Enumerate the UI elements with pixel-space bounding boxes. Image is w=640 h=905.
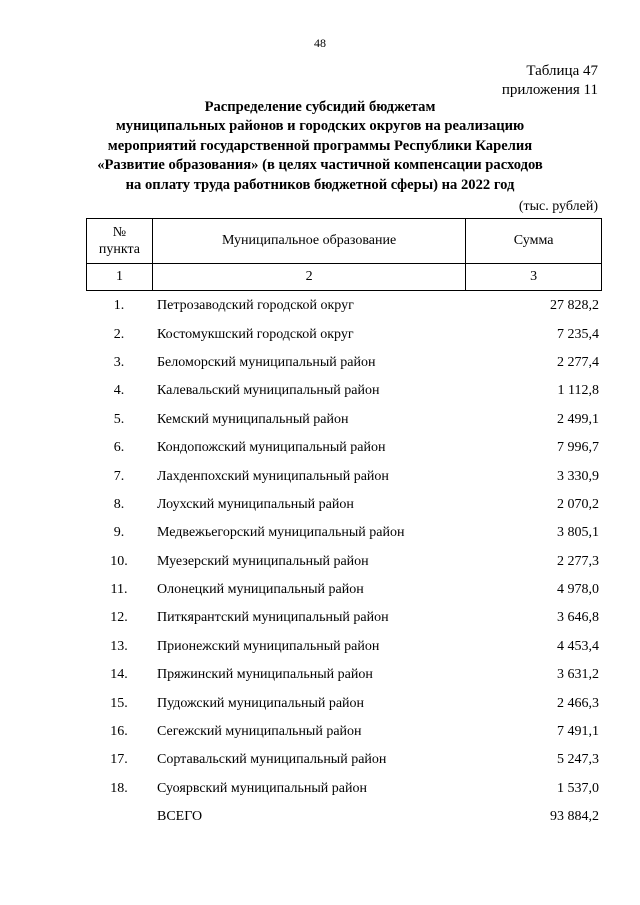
header-number-word: пункта: [98, 242, 141, 257]
row-municipality: Костомукшский городской округ: [157, 326, 354, 342]
table-row: [86, 519, 602, 547]
row-number: 7.: [113, 468, 125, 484]
row-number: 8.: [113, 496, 125, 512]
table-header: [86, 218, 602, 291]
table-body: [86, 292, 602, 831]
row-sum: 2 499,1: [557, 411, 599, 427]
header-index-3: 3: [466, 264, 602, 291]
table-row: [86, 491, 602, 519]
row-municipality: Прионежский муниципальный район: [157, 638, 380, 654]
row-number: 12.: [110, 610, 128, 626]
row-number: 5.: [113, 411, 125, 427]
row-municipality: Олонецкий муниципальный район: [157, 582, 364, 598]
row-number: 1.: [113, 298, 125, 314]
row-municipality: Петрозаводский городской округ: [157, 298, 354, 314]
header-number-symbol: №: [112, 225, 127, 240]
row-sum: 7 235,4: [557, 326, 599, 342]
table-row: [86, 377, 602, 405]
table-row: [86, 775, 602, 803]
total-row: [86, 803, 602, 831]
row-number: 11.: [110, 582, 128, 598]
row-municipality: Лахденпохский муниципальный район: [157, 468, 389, 484]
document-title: [60, 98, 580, 195]
table-row: [86, 604, 602, 632]
header-index-1: 1: [87, 264, 153, 291]
table-row: [86, 576, 602, 604]
row-number: 2.: [113, 326, 125, 342]
row-sum: 27 828,2: [550, 298, 599, 314]
row-sum: 3 646,8: [557, 610, 599, 626]
table-row: [86, 292, 602, 320]
units-label: (тыс. рублей): [518, 199, 598, 214]
title-line: мероприятий государственной программы Республики Карелия: [107, 137, 533, 154]
row-number: 4.: [113, 383, 125, 399]
table-row: [86, 462, 602, 490]
row-number: 13.: [110, 638, 128, 654]
row-sum: 3 805,1: [557, 525, 599, 541]
table-row: [86, 661, 602, 689]
row-number: 6.: [113, 440, 125, 456]
row-number: 17.: [110, 752, 128, 768]
row-sum: 7 491,1: [557, 724, 599, 740]
row-number: 3.: [113, 354, 125, 370]
row-sum: 4 453,4: [557, 638, 599, 654]
row-number: 16.: [110, 724, 128, 740]
row-number: 10.: [110, 553, 128, 569]
row-sum: 1 112,8: [557, 383, 599, 399]
row-number: 18.: [110, 780, 128, 796]
title-line: муниципальных районов и городских округов на реализацию: [115, 118, 525, 135]
row-sum: 4 978,0: [557, 582, 599, 598]
row-sum: 2 277,3: [557, 553, 599, 569]
table-reference: [502, 62, 598, 100]
total-sum: 93 884,2: [550, 809, 599, 825]
row-sum: 5 247,3: [557, 752, 599, 768]
row-sum: 2 277,4: [557, 354, 599, 370]
row-municipality: Суоярвский муниципальный район: [157, 780, 367, 796]
header-municipality: Муниципальное образование: [152, 219, 465, 264]
table-row: [86, 718, 602, 746]
row-municipality: Сортавальский муниципальный район: [157, 752, 387, 768]
table-row: [86, 434, 602, 462]
row-sum: 3 330,9: [557, 468, 599, 484]
table-row: [86, 349, 602, 377]
header-index-2: 2: [152, 264, 465, 291]
header-number: [87, 219, 153, 264]
table-row: [86, 689, 602, 717]
row-number: 15.: [110, 695, 128, 711]
appendix-number: приложения 11: [501, 82, 598, 98]
row-sum: 1 537,0: [557, 780, 599, 796]
row-municipality: Беломорский муниципальный район: [157, 354, 376, 370]
title-line: на оплату труда работников бюджетной сферы) на 2022 год: [125, 176, 515, 193]
header-sum: Сумма: [466, 219, 602, 264]
row-municipality: Питкярантский муниципальный район: [157, 610, 389, 626]
table-row: [86, 406, 602, 434]
page-number: 48: [314, 36, 326, 50]
row-number: 9.: [113, 525, 125, 541]
table-row: [86, 746, 602, 774]
row-municipality: Кемский муниципальный район: [157, 411, 349, 427]
row-municipality: Медвежьегорский муниципальный район: [157, 525, 405, 541]
row-municipality: Пряжинский муниципальный район: [157, 667, 373, 683]
row-municipality: Пудожский муниципальный район: [157, 695, 365, 711]
row-sum: 7 996,7: [557, 440, 599, 456]
total-label: ВСЕГО: [157, 809, 203, 825]
row-municipality: Лоухский муниципальный район: [157, 496, 354, 512]
row-sum: 2 466,3: [557, 695, 599, 711]
row-number: 14.: [110, 667, 128, 683]
title-line: Распределение субсидий бюджетам: [204, 99, 436, 115]
row-municipality: Муезерский муниципальный район: [157, 553, 369, 569]
row-sum: 2 070,2: [557, 496, 599, 512]
title-line: «Развитие образования» (в целях частичной компенсации расходов: [97, 157, 543, 174]
row-municipality: Калевальский муниципальный район: [157, 383, 380, 399]
row-municipality: Кондопожский муниципальный район: [157, 440, 386, 456]
table-row: [86, 633, 602, 661]
table-row: [86, 548, 602, 576]
row-sum: 3 631,2: [557, 667, 599, 683]
table-number: Таблица 47: [526, 63, 598, 79]
table-row: [86, 320, 602, 348]
row-municipality: Сегежский муниципальный район: [157, 724, 362, 740]
